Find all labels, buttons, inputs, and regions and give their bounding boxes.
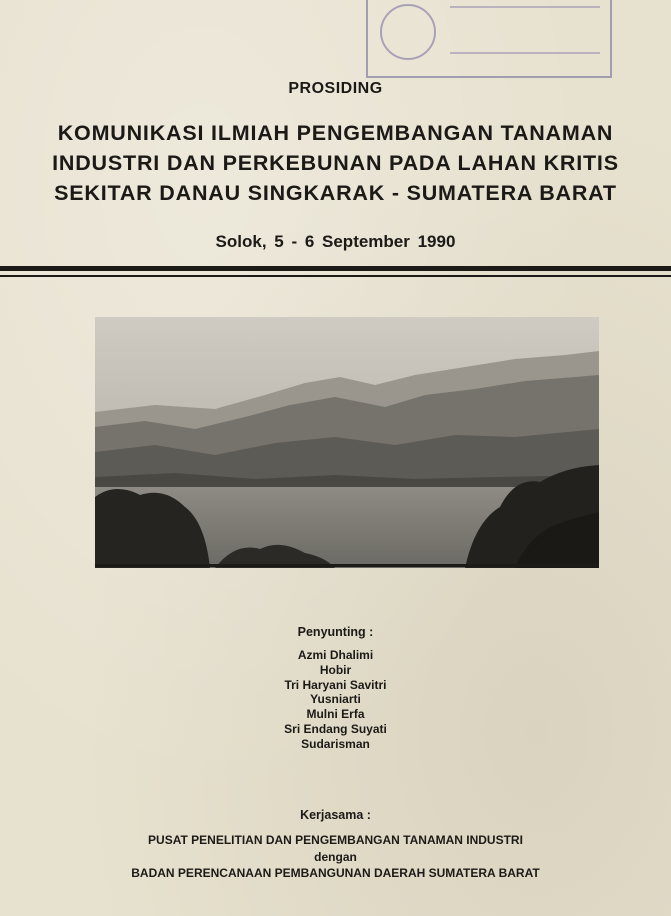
divider-thin xyxy=(0,275,671,277)
cooperation-label: Kerjasama : xyxy=(300,808,371,822)
photo-bottom-rule xyxy=(95,564,599,567)
title-line-2: INDUSTRI DAN PERKEBUNAN PADA LAHAN KRITIS xyxy=(52,151,619,175)
editor-name: Yusniarti xyxy=(310,692,361,707)
cooperation-line: BADAN PERENCANAAN PEMBANGUNAN DAERAH SUMATERA BARAT xyxy=(131,866,540,880)
editors-label: Penyunting : xyxy=(297,625,374,639)
stamp-seal-icon xyxy=(380,4,436,60)
stamp-text-block xyxy=(450,6,600,54)
editor-name: Tri Haryani Savitri xyxy=(284,677,387,692)
cooperation-block xyxy=(0,832,671,882)
lake-photo xyxy=(95,317,599,568)
editor-name: Hobir xyxy=(319,662,352,677)
editor-name: Azmi Dhalimi xyxy=(297,648,374,662)
event-date: Solok, 5 - 6 September 1990 xyxy=(215,232,456,251)
divider-thick xyxy=(0,266,671,271)
editors-list xyxy=(0,648,671,752)
editor-name: Sudarisman xyxy=(301,736,370,751)
cooperation-line: dengan xyxy=(314,849,357,864)
title-line-1: KOMUNIKASI ILMIAH PENGEMBANGAN TANAMAN xyxy=(57,121,614,145)
cooperation-line: PUSAT PENELITIAN DAN PENGEMBANGAN TANAMAN INDUSTRI xyxy=(148,833,523,847)
cover-title xyxy=(0,118,671,208)
editor-name: Sri Endang Suyati xyxy=(284,721,387,736)
editor-name: Mulni Erfa xyxy=(306,707,365,722)
kicker-prosiding: PROSIDING xyxy=(288,80,383,97)
title-line-3: SEKITAR DANAU SINGKARAK - SUMATERA BARAT xyxy=(54,181,617,205)
